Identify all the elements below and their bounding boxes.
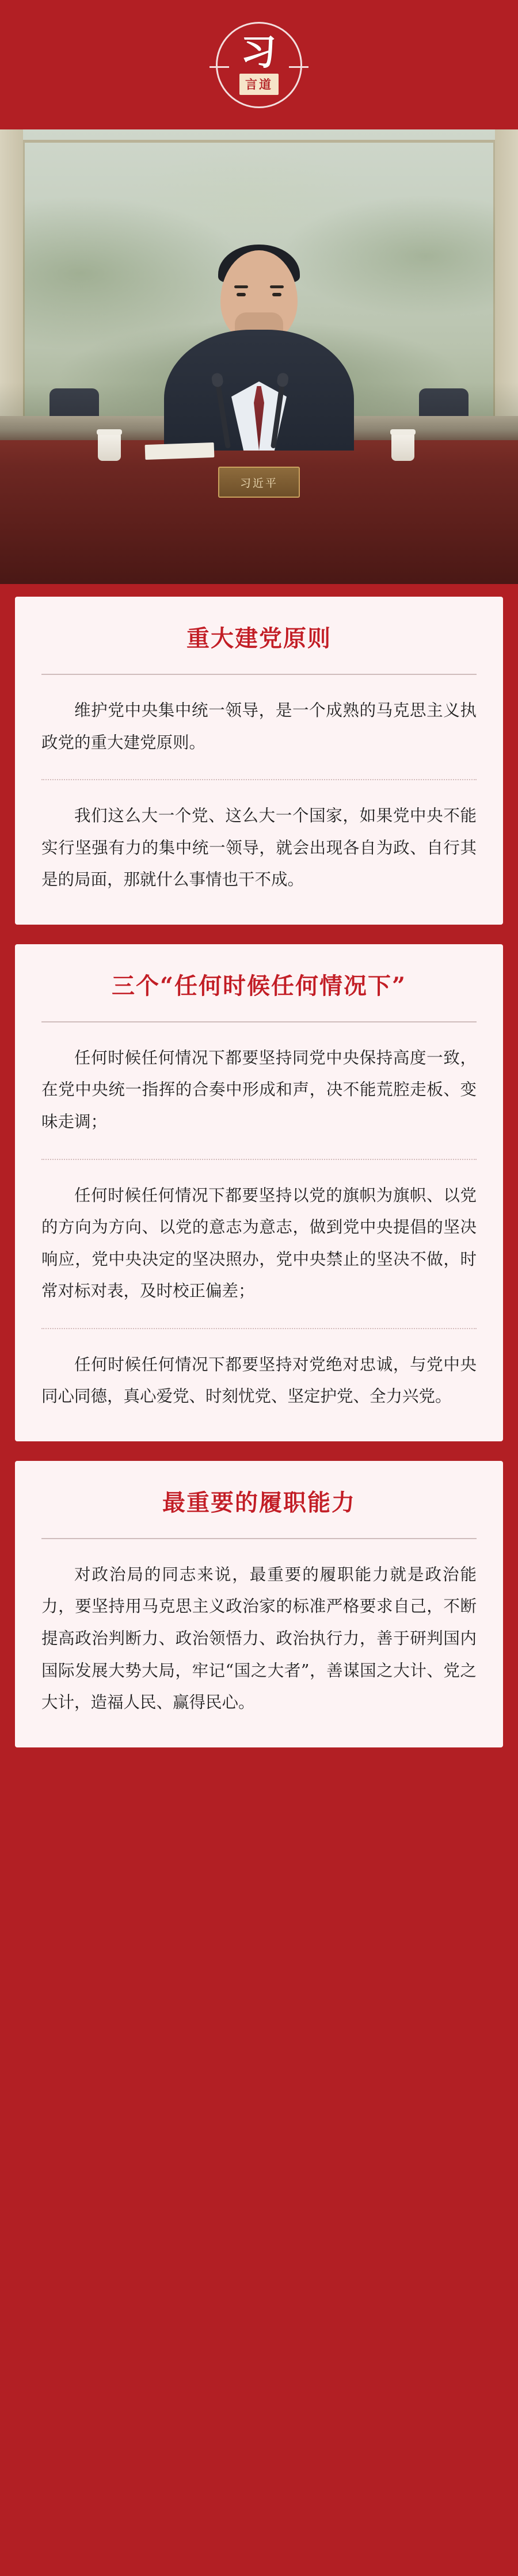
hero-figure [164, 261, 354, 451]
title-divider [41, 1021, 477, 1022]
paragraph-divider [41, 1159, 477, 1160]
hero-nameplate [218, 467, 300, 498]
section-paragraph: 对政治局的同志来说，最重要的履职能力就是政治能力，要坚持用马克思主义政治家的标准严格要求自己，不断提高政治判断力、政治领悟力、政治执行力，善于研判国内国际发展大势大局，牢记“国之大者”，善谋国之大计、党之大计，造福人民、赢得民心。 [41, 1564, 477, 1712]
section-title: 最重要的履职能力 [162, 1489, 356, 1516]
section-card [15, 944, 503, 1441]
hero-figure-eye-right [272, 293, 281, 296]
section-paragraph: 任何时候任何情况下都要坚持对党绝对忠诚，与党中央同心同德，真心爱党、时刻忧党、坚定护党、全力兴党。 [41, 1354, 477, 1406]
page-header [0, 0, 518, 129]
logo-tag-label: 言道 [239, 74, 279, 95]
section-paragraph: 任何时候任何情况下都要坚持以党的旗帜为旗帜、以党的方向为方向、以党的意志为意志，做到党中央提倡的坚决响应，党中央决定的坚决照办，党中央禁止的坚决不做，时常对标对表，及时校正偏差； [41, 1185, 477, 1301]
hero-teacup-right [391, 433, 414, 461]
section-card [15, 597, 503, 925]
title-divider [41, 674, 477, 675]
section-title: 重大建党原则 [186, 625, 332, 652]
section-title: 三个“任何时候任何情况下” [111, 972, 406, 999]
paragraph-divider [41, 1328, 477, 1329]
hero-photo [0, 129, 518, 584]
hero-table-front [0, 440, 518, 584]
hero-figure-brow-left [234, 285, 248, 288]
hero-nameplate-text: 习近平 [239, 476, 278, 490]
title-divider [41, 1538, 477, 1539]
article-content [0, 584, 518, 1802]
section-paragraph: 任何时候任何情况下都要坚持同党中央保持高度一致，在党中央统一指挥的合奏中形成和声，决不能荒腔走板、变味走调； [41, 1048, 477, 1131]
paragraph-divider [41, 779, 477, 780]
section-paragraph: 我们这么大一个党、这么大一个国家，如果党中央不能实行坚强有力的集中统一领导，就会出现各自为政、自行其是的局面，那就什么事情也干不成。 [41, 806, 477, 890]
logo-character: 习 [240, 31, 277, 73]
hero-teacup-left [98, 433, 121, 461]
section-card [15, 1461, 503, 1747]
hero-figure-eye-left [237, 293, 246, 296]
brand-logo[interactable] [213, 19, 305, 111]
hero-figure-brow-right [270, 285, 284, 288]
section-paragraph: 维护党中央集中统一领导，是一个成熟的马克思主义执政党的重大建党原则。 [41, 701, 477, 752]
hero-documents [145, 442, 215, 460]
logo-seal-icon [216, 22, 302, 108]
